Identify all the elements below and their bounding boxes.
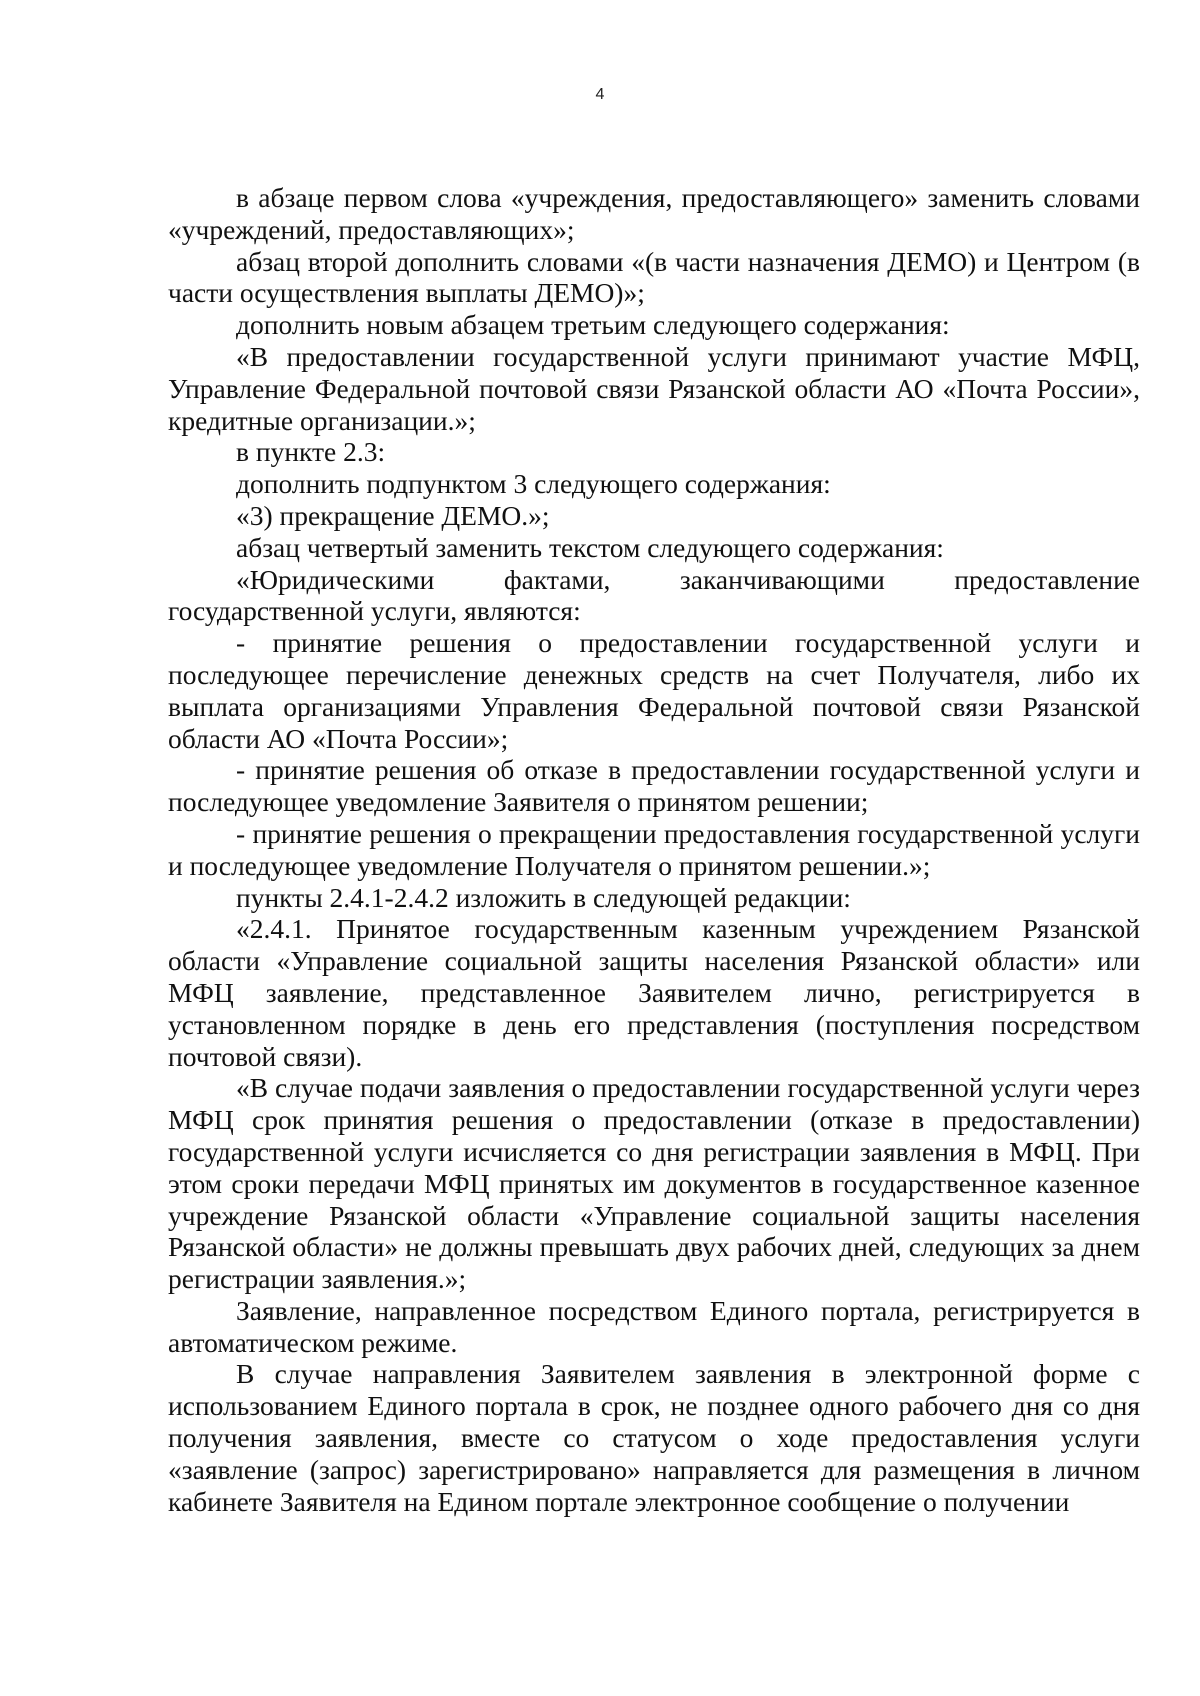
document-body [168, 182, 1140, 1517]
paragraph: В случае направления Заявителем заявления в электронной форме с использованием Единого портала в срок, не позднее одного рабочего дня со дня получения заявления, вместе со статусом о ходе предоставления услуги «заявление (запрос) зарегистрировано» направляется для размещения в личном кабинете Заявителя на Едином портале электронное сообщение о получении [168, 1358, 1140, 1517]
paragraph: «3) прекращение ДЕМО.»; [236, 499, 550, 531]
paragraph: дополнить новым абзацем третьим следующего содержания: [236, 309, 950, 341]
paragraph: - принятие решения об отказе в предоставлении государственной услуги и последующее уведомление Заявителя о принятом решении; [168, 754, 1140, 818]
paragraph: в пункте 2.3: [236, 436, 386, 468]
paragraph: «2.4.1. Принятое государственным казенным учреждением Рязанской области «Управление социальной защиты населения Рязанской области» или МФЦ заявление, представленное Заявителем лично, регистрируется в установленном порядке в день его представления (поступления посредством почтовой связи). [168, 913, 1140, 1072]
paragraph: дополнить подпунктом 3 следующего содержания: [236, 468, 831, 500]
paragraph: «В случае подачи заявления о предоставлении государственной услуги через МФЦ срок принятия решения о предоставлении (отказе в предоставлении) государственной услуги исчисляется со дня регистрации заявления в МФЦ. При этом сроки передачи МФЦ принятых им документов в государственное казенное учреждение Рязанской области «Управление социальной защиты населения Рязанской области» не должны превышать двух рабочих дней, следующих за днем регистрации заявления.»; [168, 1072, 1140, 1295]
paragraph: - принятие решения о прекращении предоставления государственной услуги и последующее уведомление Получателя о принятом решении.»; [168, 817, 1140, 881]
paragraph: пункты 2.4.1-2.4.2 изложить в следующей редакции: [236, 881, 851, 913]
paragraph: абзац второй дополнить словами «(в части назначения ДЕМО) и Центром (в части осуществления выплаты ДЕМО)»; [168, 245, 1140, 309]
paragraph: - принятие решения о предоставлении государственной услуги и последующее перечисление денежных средств на счет Получателя, либо их выплата организациями Управления Федеральной почтовой связи Рязанской области АО «Почта России»; [168, 627, 1140, 754]
paragraph: абзац четвертый заменить текстом следующего содержания: [236, 531, 944, 563]
paragraph: «Юридическими фактами, заканчивающими предоставление государственной услуги, являются: [168, 563, 1140, 627]
page-number: 4 [595, 86, 605, 103]
paragraph: Заявление, направленное посредством Единого портала, регистрируется в автоматическом режиме. [168, 1294, 1140, 1358]
paragraph: «В предоставлении государственной услуги принимают участие МФЦ, Управление Федеральной почтовой связи Рязанской области АО «Почта России», кредитные организации.»; [168, 340, 1140, 436]
paragraph: в абзаце первом слова «учреждения, предоставляющего» заменить словами «учреждений, предоставляющих»; [168, 182, 1140, 245]
